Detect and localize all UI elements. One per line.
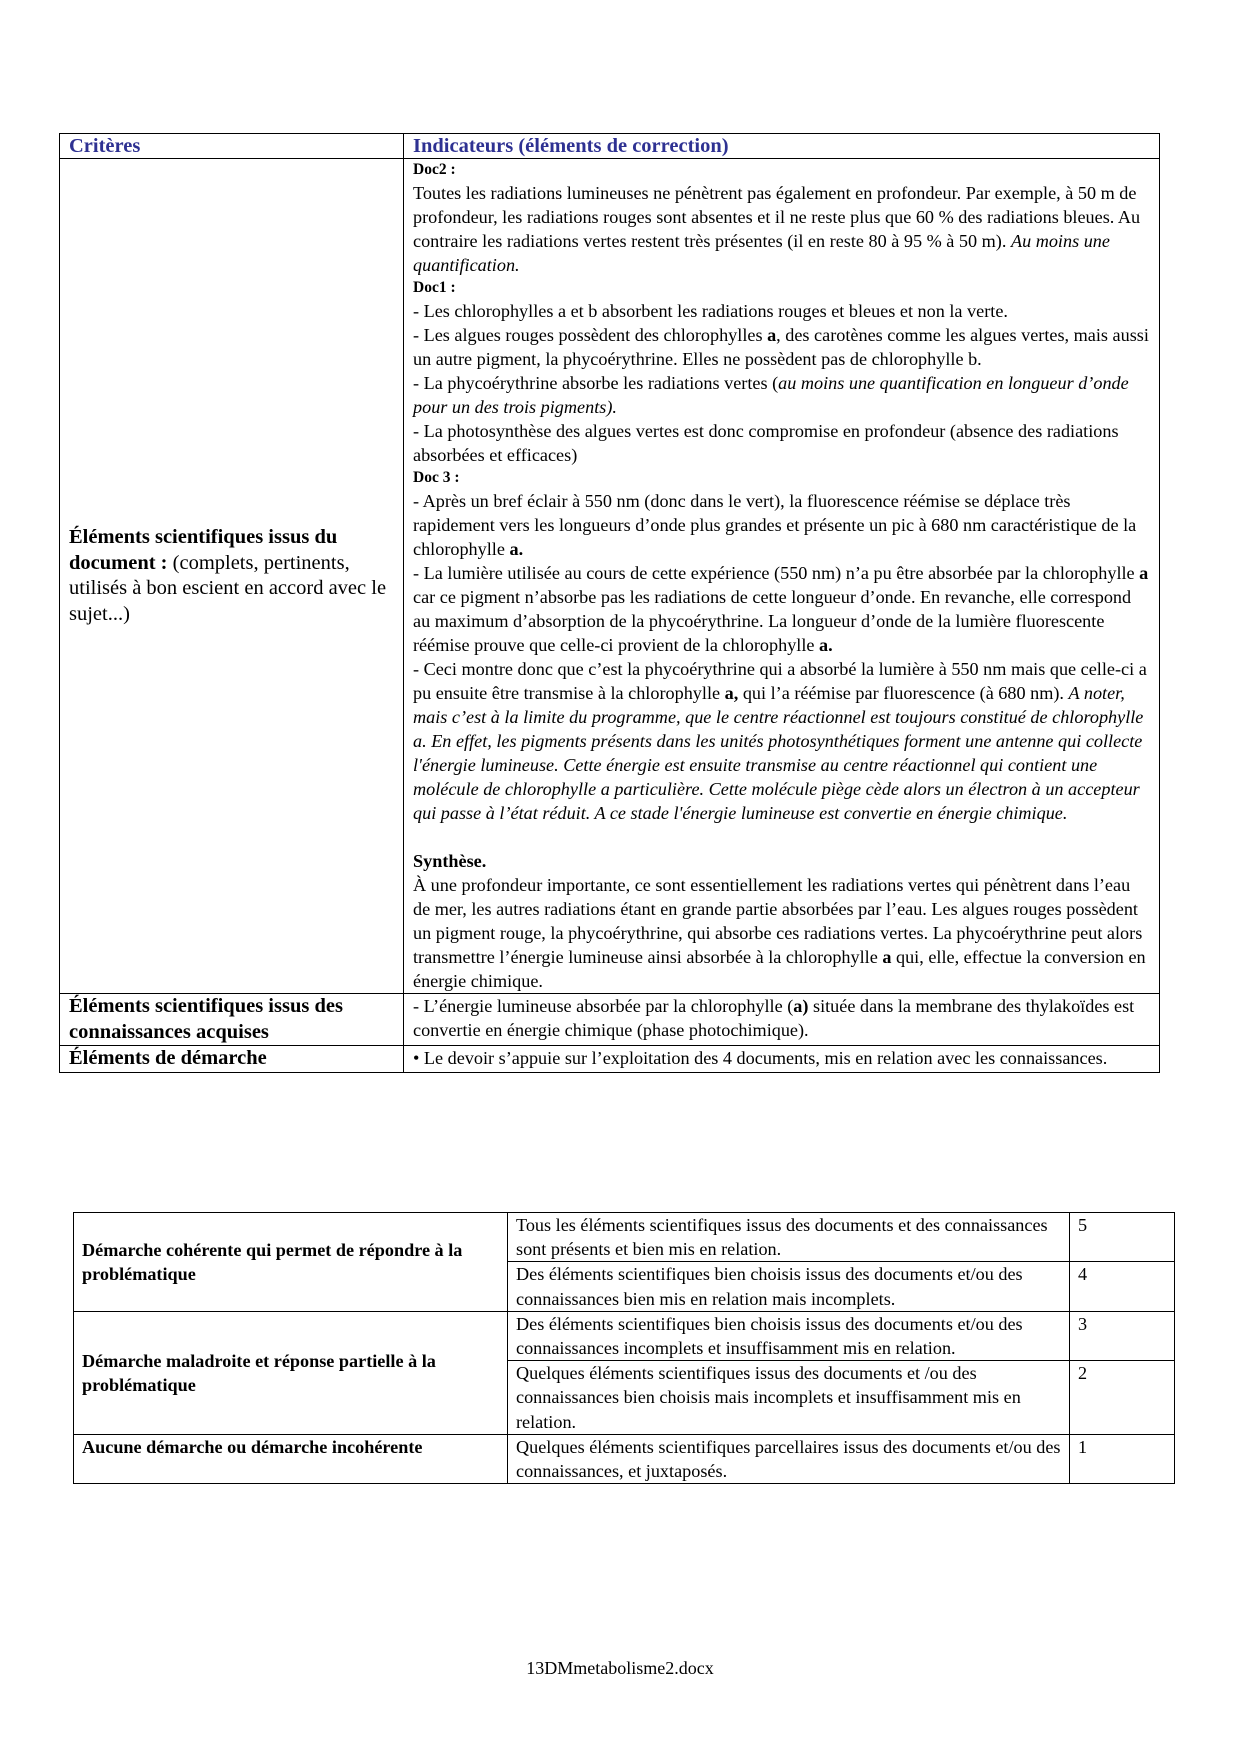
doc1-label: Doc1 :: [413, 279, 456, 296]
criteria-table: [59, 133, 1160, 1073]
scoring-description: Des éléments scientifiques bien choisis issus des documents et/ou des connaissances incomplets et insuffisamment mis en relation.: [508, 1311, 1070, 1360]
criterion-document-rest: (complets, pertinents, utilisés à bon escient en accord avec le sujet...): [69, 551, 387, 625]
scoring-score: 1: [1070, 1434, 1175, 1483]
scoring-score: 4: [1070, 1262, 1175, 1311]
scoring-score: 3: [1070, 1311, 1175, 1360]
scoring-score: 5: [1070, 1213, 1175, 1262]
doc1-line-2-bold: a: [767, 325, 777, 345]
doc3-label: Doc 3 :: [413, 469, 460, 486]
row-document-elements: [60, 159, 1160, 994]
doc1-line-3-italic: au moins une quantification en longueur d’onde pour un des trois pigments).: [413, 373, 1129, 417]
doc3-p2-bold-1: a: [1139, 563, 1149, 583]
doc1-line-3: [413, 371, 1150, 419]
criterion-knowledge: Éléments scientifiques issus des connaissances acquises: [60, 994, 404, 1046]
doc3-p3-b: qui l’a réémise par fluorescence (à 680 nm).: [738, 683, 1069, 703]
row-approach-elements: [60, 1046, 1160, 1073]
scoring-table: [73, 1212, 1175, 1484]
doc3-p3-a: - Ceci montre donc que c’est la phycoérythrine qui a absorbé la lumière à 550 nm mais que celle-ci a pu ensuite être transmise à la chlorophylle: [413, 659, 1147, 703]
header-criteria: Critères: [60, 134, 404, 159]
doc1-line-2-b: , des carotènes comme les algues vertes, mais aussi un autre pigment, la phycoérythrine. Elles ne possèdent pas de chlorophylle b.: [413, 325, 1149, 369]
spacer: [413, 825, 1150, 849]
doc3-p1-bold: a.: [509, 539, 524, 559]
doc3-p2-b: car ce pigment n’absorbe pas les radiations de cette longueur d’onde. En revanche, elle correspond au maximum d’absorption de la phycoérythrine. La longueur d’onde de la lumière fluorescente réémise prouve que celle-ci provient de la chlorophylle: [413, 587, 1132, 655]
doc1-line-4: - La photosynthèse des algues vertes est donc compromise en profondeur (absence des radiations absorbées et efficaces): [413, 421, 1119, 465]
doc2-paragraph: [413, 181, 1150, 277]
row-knowledge-elements: [60, 994, 1160, 1046]
doc3-p3-italic: A noter, mais c’est à la limite du programme, que le centre réactionnel est toujours constitué de chlorophylle a. En effet, les pigments présents dans les unités photosynthétiques forment une antenne qui collecte l'énergie lumineuse. Cette énergie est ensuite transmise au centre réactionnel qui contient une molécule de chlorophylle a particulière. Cette molécule piège cède alors un électron à un accepteur qui passe à l’état réduit. A ce stade l'énergie lumineuse est convertie en énergie chimique.: [413, 683, 1144, 823]
doc3-p1-a: - Après un bref éclair à 550 nm (donc dans le vert), la fluorescence réémise se déplace très rapidement vers les longueurs d’onde plus grandes et présente un pic à 680 nm caractéristique de la chlorophylle: [413, 491, 1137, 559]
synthese-label: Synthèse.: [413, 851, 487, 871]
doc3-p2-bold-2: a.: [819, 635, 833, 655]
scoring-description: Des éléments scientifiques bien choisis issus des documents et/ou des connaissances bien mis en relation mais incomplets.: [508, 1262, 1070, 1311]
doc1-line-2: [413, 323, 1150, 371]
criterion-approach: Éléments de démarche: [60, 1046, 404, 1073]
scoring-row: [74, 1311, 1175, 1360]
synthese-text-b: qui, elle, effectue la conversion en énergie chimique.: [413, 947, 1146, 991]
doc2-text: Toutes les radiations lumineuses ne pénètrent pas également en profondeur. Par exemple, à 50 m de profondeur, les radiations rouges sont absentes et il ne reste plus que 60 % des radiations bleues. Au contraire les radiations vertes restent très présentes (il en reste 80 à 95 % à 50 m).: [413, 183, 1141, 251]
doc2-italic-note: Au moins une quantification.: [413, 231, 1110, 275]
doc1-line-2-a: - Les algues rouges possèdent des chlorophylles: [413, 325, 768, 345]
scoring-description: Quelques éléments scientifiques parcellaires issus des documents et/ou des connaissances, et juxtaposés.: [508, 1434, 1070, 1483]
scoring-description: Quelques éléments scientifiques issus des documents et /ou des connaissances bien choisis mais incomplets et insuffisamment mis en relation.: [508, 1361, 1070, 1435]
doc3-p2-a: - La lumière utilisée au cours de cette expérience (550 nm) n’a pu être absorbée par la chlorophylle: [413, 563, 1140, 583]
doc3-paragraph-2: [413, 561, 1150, 657]
knowledge-text-a: - L’énergie lumineuse absorbée par la chlorophylle (: [413, 996, 794, 1016]
footer-filename: 13DMmetabolisme2.docx: [526, 1658, 714, 1678]
doc2-label: Doc2 :: [413, 161, 456, 178]
scoring-description: Tous les éléments scientifiques issus des documents et des connaissances sont présents et bien mis en relation.: [508, 1213, 1070, 1262]
scoring-criterion: Aucune démarche ou démarche incohérente: [74, 1434, 508, 1483]
header-indicators: Indicateurs (éléments de correction): [404, 134, 1160, 159]
criteria-header-row: [60, 134, 1160, 159]
indicators-document-elements: [404, 159, 1160, 994]
knowledge-text-bold: a): [793, 996, 809, 1016]
criterion-document-elements: [60, 159, 404, 994]
scoring-row: [74, 1213, 1175, 1262]
criterion-document-bold: Éléments scientifiques issus du document :: [69, 526, 338, 574]
doc1-line-1: - Les chlorophylles a et b absorbent les radiations rouges et bleues et non la verte.: [413, 301, 1008, 321]
doc1-line-3-a: - La phycoérythrine absorbe les radiations vertes (: [413, 373, 779, 393]
doc3-paragraph-3: [413, 657, 1150, 825]
doc3-paragraph-1: [413, 489, 1150, 561]
indicators-knowledge: [404, 994, 1160, 1046]
doc3-p3-bold: a,: [724, 683, 739, 703]
indicators-approach: • Le devoir s’appuie sur l’exploitation des 4 documents, mis en relation avec les connaissances.: [404, 1046, 1160, 1073]
scoring-criterion: Démarche cohérente qui permet de répondre à la problématique: [74, 1213, 508, 1312]
knowledge-text-b: située dans la membrane des thylakoïdes est convertie en énergie chimique (phase photochimique).: [413, 996, 1135, 1040]
synthese-text-bold: a: [882, 947, 892, 967]
synthese-paragraph: [413, 873, 1150, 993]
scoring-criterion: Démarche maladroite et réponse partielle à la problématique: [74, 1311, 508, 1434]
synthese-text-a: À une profondeur importante, ce sont essentiellement les radiations vertes qui pénètrent dans l’eau de mer, les autres radiations étant en grande partie absorbées par l’eau. Les algues rouges possèdent un pigment rouge, la phycoérythrine, qui absorbe ces radiations vertes. La phycoérythrine peut alors transmettre l’énergie lumineuse ainsi absorbée à la chlorophylle: [413, 875, 1143, 967]
scoring-score: 2: [1070, 1361, 1175, 1435]
scoring-row: [74, 1434, 1175, 1483]
